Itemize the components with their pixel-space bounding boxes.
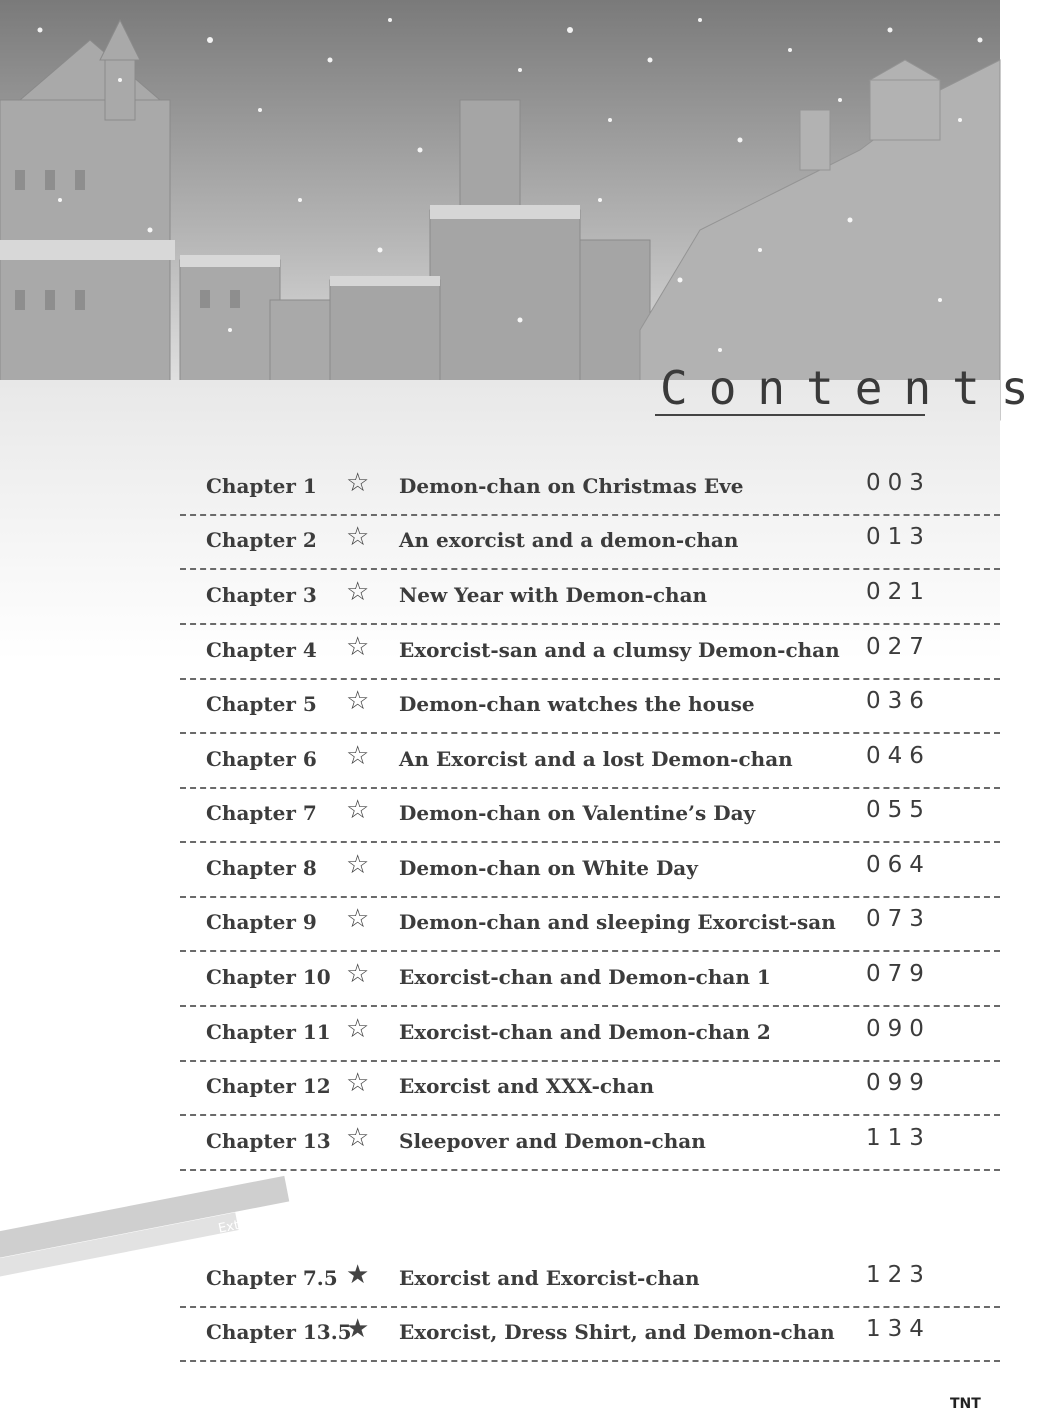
star-icon: ☆ bbox=[346, 468, 370, 498]
toc-row[interactable] bbox=[180, 678, 1000, 734]
toc-row[interactable] bbox=[180, 733, 1000, 789]
chapter-title: Exorcist and XXX-chan bbox=[399, 1074, 655, 1098]
chapter-title: Exorcist and Exorcist-chan bbox=[399, 1266, 700, 1290]
chapter-number: Chapter 13 bbox=[206, 1129, 331, 1153]
title-underline bbox=[655, 414, 925, 416]
toc-row[interactable] bbox=[180, 1060, 1000, 1116]
toc-row[interactable] bbox=[180, 1252, 1000, 1308]
chapter-title: An exorcist and a demon-chan bbox=[399, 528, 739, 552]
chapter-number: Chapter 9 bbox=[206, 910, 317, 934]
toc-row[interactable] bbox=[180, 1115, 1000, 1171]
page-number: 134 bbox=[866, 1316, 931, 1342]
page-number: 123 bbox=[866, 1262, 931, 1288]
chapter-title: Exorcist-chan and Demon-chan 2 bbox=[399, 1020, 771, 1044]
page-number: 027 bbox=[866, 634, 931, 660]
page-number: 079 bbox=[866, 961, 931, 987]
chapter-number: Chapter 8 bbox=[206, 856, 317, 880]
chapter-title: Demon-chan on Christmas Eve bbox=[399, 474, 744, 498]
toc-row[interactable] bbox=[180, 842, 1000, 898]
chapter-title: An Exorcist and a lost Demon-chan bbox=[399, 747, 793, 771]
page-number: 113 bbox=[866, 1125, 931, 1151]
star-icon: ☆ bbox=[346, 686, 370, 716]
page-number: 090 bbox=[866, 1016, 931, 1042]
star-icon: ☆ bbox=[346, 850, 370, 880]
chapter-title: Demon-chan on White Day bbox=[399, 856, 698, 880]
page-number: 013 bbox=[866, 524, 931, 550]
filled-star-icon: ★ bbox=[346, 1314, 370, 1344]
page-number: 073 bbox=[866, 906, 931, 932]
star-icon: ☆ bbox=[346, 577, 370, 607]
chapter-number: Chapter 10 bbox=[206, 965, 331, 989]
toc-row[interactable] bbox=[180, 460, 1000, 516]
chapter-title: Exorcist-san and a clumsy Demon-chan bbox=[399, 638, 840, 662]
page-number: 046 bbox=[866, 743, 931, 769]
toc-row[interactable] bbox=[180, 624, 1000, 680]
chapter-number: Chapter 4 bbox=[206, 638, 317, 662]
chapter-title: Sleepover and Demon-chan bbox=[399, 1129, 706, 1153]
toc-row[interactable] bbox=[180, 787, 1000, 843]
page-number: 064 bbox=[866, 852, 931, 878]
page-title: Contents bbox=[660, 361, 1050, 415]
star-icon: ☆ bbox=[346, 959, 370, 989]
page-number: 055 bbox=[866, 797, 931, 823]
toc-row[interactable] bbox=[180, 896, 1000, 952]
scanlator-credit: TNT bbox=[950, 1396, 981, 1412]
toc-row[interactable] bbox=[180, 569, 1000, 625]
toc-row[interactable] bbox=[180, 514, 1000, 570]
star-icon: ☆ bbox=[346, 795, 370, 825]
chapter-title: Exorcist-chan and Demon-chan 1 bbox=[399, 965, 771, 989]
filled-star-icon: ★ bbox=[346, 1260, 370, 1290]
star-icon: ☆ bbox=[346, 632, 370, 662]
chapter-number: Chapter 1 bbox=[206, 474, 317, 498]
star-icon: ☆ bbox=[346, 741, 370, 771]
chapter-title: Exorcist, Dress Shirt, and Demon-chan bbox=[399, 1320, 835, 1344]
chapter-title: Demon-chan on Valentine’s Day bbox=[399, 801, 756, 825]
chapter-number: Chapter 13.5 bbox=[206, 1320, 352, 1344]
toc-row[interactable] bbox=[180, 1306, 1000, 1362]
chapter-number: Chapter 7.5 bbox=[206, 1266, 338, 1290]
chapter-number: Chapter 11 bbox=[206, 1020, 331, 1044]
star-icon: ☆ bbox=[346, 1014, 370, 1044]
extra-label: Extra bbox=[217, 1215, 254, 1237]
chapter-number: Chapter 2 bbox=[206, 528, 317, 552]
toc-row[interactable] bbox=[180, 1006, 1000, 1062]
page-number: 021 bbox=[866, 579, 931, 605]
chapter-number: Chapter 5 bbox=[206, 692, 317, 716]
star-icon: ☆ bbox=[346, 1068, 370, 1098]
star-icon: ☆ bbox=[346, 904, 370, 934]
chapter-number: Chapter 3 bbox=[206, 583, 317, 607]
page-number: 099 bbox=[866, 1070, 931, 1096]
chapter-title: Demon-chan watches the house bbox=[399, 692, 755, 716]
page-number: 003 bbox=[866, 470, 931, 496]
chapter-title: New Year with Demon-chan bbox=[399, 583, 708, 607]
chapter-number: Chapter 12 bbox=[206, 1074, 331, 1098]
page-number: 036 bbox=[866, 688, 931, 714]
chapter-number: Chapter 6 bbox=[206, 747, 317, 771]
star-icon: ☆ bbox=[346, 1123, 370, 1153]
star-icon: ☆ bbox=[346, 522, 370, 552]
chapter-number: Chapter 7 bbox=[206, 801, 317, 825]
chapter-title: Demon-chan and sleeping Exorcist-san bbox=[399, 910, 836, 934]
toc-row[interactable] bbox=[180, 951, 1000, 1007]
